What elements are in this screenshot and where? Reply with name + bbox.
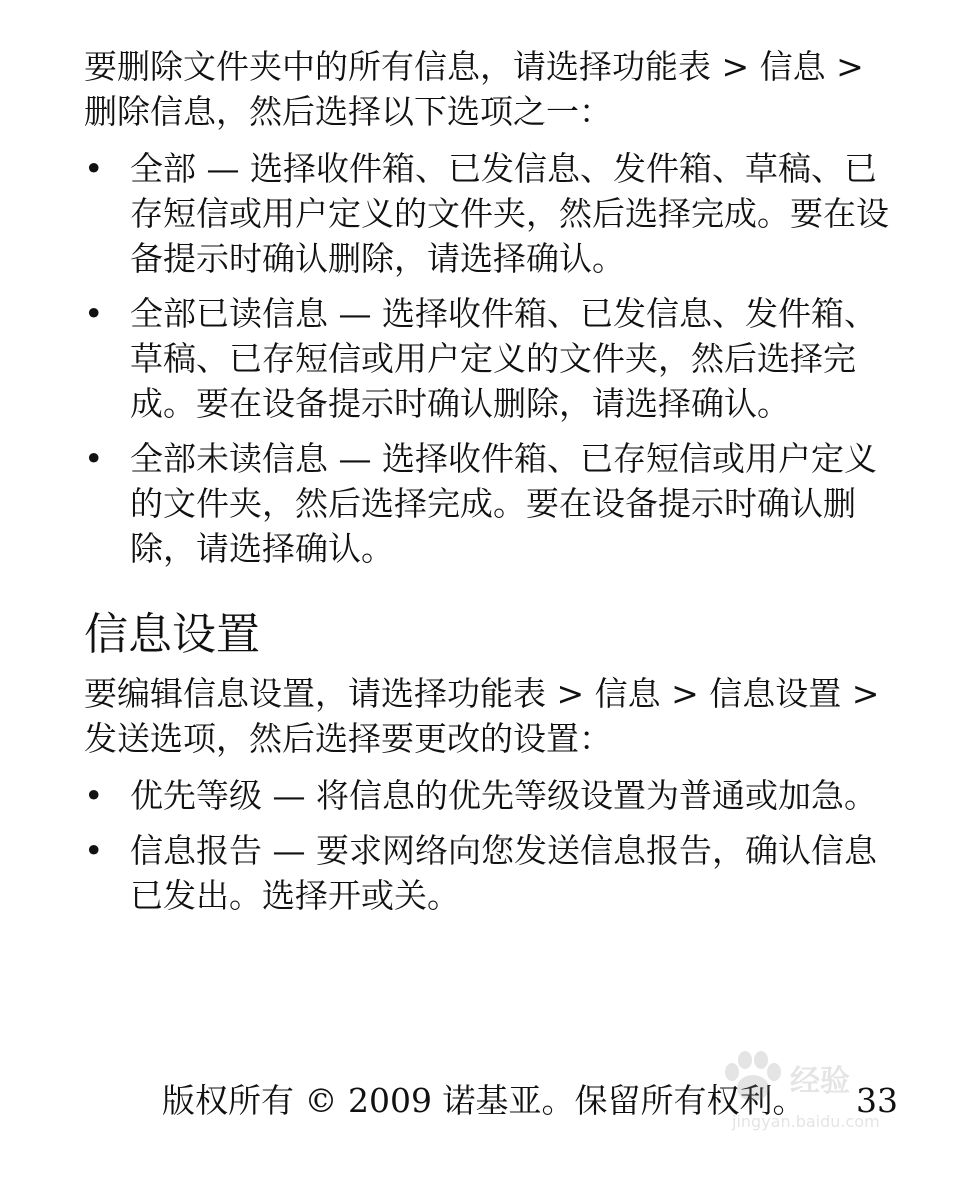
list-item xyxy=(84,436,894,571)
option-term: 普通 xyxy=(678,776,745,815)
watermark xyxy=(712,1038,912,1148)
option-text: 。 xyxy=(592,239,625,278)
page-content xyxy=(84,44,894,928)
option-text: — 选择 xyxy=(328,294,448,333)
option-term: 已存短信 xyxy=(130,149,877,233)
menu-path-item: 信息 xyxy=(594,674,661,713)
list-item xyxy=(84,773,894,818)
option-term: 开 xyxy=(328,876,361,915)
option-text: 、 xyxy=(810,149,844,188)
option-text: 、 xyxy=(196,339,229,378)
option-text: — 要求网络向您发送信息报告，确认信息已发出。选择 xyxy=(130,831,877,915)
menu-path-item: 删除信息 xyxy=(84,92,216,131)
intro-text: ，然后选择以下选项之一： xyxy=(216,92,612,131)
option-text: 、 xyxy=(579,149,613,188)
option-term: 确认 xyxy=(295,529,361,568)
intro-paragraph-delete xyxy=(84,44,894,134)
menu-path-item: 信息 xyxy=(759,47,826,86)
option-term: 关 xyxy=(394,876,427,915)
path-separator: > xyxy=(841,674,880,713)
option-term: 已存短信 xyxy=(579,439,712,478)
intro-text: 要删除文件夹中的所有信息，请选择 xyxy=(84,47,612,86)
bullet-icon: • xyxy=(84,294,104,333)
path-separator: > xyxy=(660,674,710,713)
send-options-list xyxy=(84,773,894,918)
path-separator: > xyxy=(546,674,595,713)
option-term: 收件箱 xyxy=(447,439,547,478)
option-term: 完成 xyxy=(427,484,493,523)
option-text: 或 xyxy=(361,876,394,915)
menu-path-item: 功能表 xyxy=(612,47,711,86)
option-text: 、 xyxy=(546,294,580,333)
option-text: 。要在设备提示时确认删除，请选择 xyxy=(130,484,856,568)
menu-path-item: 信息设置 xyxy=(709,674,842,713)
option-term: 完成 xyxy=(691,194,757,233)
option-term: 发件箱 xyxy=(744,294,844,333)
paw-icon xyxy=(718,1048,788,1108)
option-text: — 选择 xyxy=(328,439,448,478)
section-heading: 信息设置 xyxy=(84,609,260,660)
option-text: 或用户定义的文件夹，然后选择 xyxy=(229,194,691,233)
option-term: 发件箱 xyxy=(612,149,712,188)
watermark-url: jingyan.baidu.com xyxy=(732,1112,880,1131)
option-term: 全部未读信息 xyxy=(130,439,328,478)
option-text: 、 xyxy=(711,149,745,188)
option-text: 或用户定义的文件夹，然后选择 xyxy=(361,339,823,378)
bullet-icon: • xyxy=(84,776,104,815)
option-text: 。 xyxy=(757,384,790,423)
option-term: 全部已读信息 xyxy=(130,294,328,333)
option-text: 或用户定义的文件夹，然后选择 xyxy=(130,439,877,523)
option-term: 草稿 xyxy=(130,339,196,378)
intro-text: ，然后选择要更改的设置： xyxy=(216,719,612,758)
option-term: 加急 xyxy=(777,776,844,815)
option-term: 草稿 xyxy=(744,149,811,188)
option-text: 。 xyxy=(427,876,460,915)
option-term: 已存短信 xyxy=(229,339,361,378)
option-term: 已发信息 xyxy=(579,294,712,333)
menu-path-item: 发送选项 xyxy=(84,719,216,758)
bullet-icon: • xyxy=(84,439,104,478)
list-item xyxy=(84,146,894,281)
option-text: — 选择 xyxy=(196,149,316,188)
option-text: 。 xyxy=(361,529,394,568)
intro-paragraph-settings xyxy=(84,671,894,761)
option-text: 、 xyxy=(711,294,745,333)
option-text: 、 xyxy=(843,294,877,333)
option-text: 。 xyxy=(843,776,877,815)
option-term: 收件箱 xyxy=(447,294,547,333)
option-term: 优先等级 xyxy=(130,776,262,815)
list-item xyxy=(84,828,894,918)
option-text: 或 xyxy=(744,776,778,815)
option-text: 。要在设备提示时确认删除，请选择 xyxy=(163,384,691,423)
path-separator: > xyxy=(711,47,760,86)
option-text: 、 xyxy=(414,149,448,188)
option-text: — 将信息的优先等级设置为 xyxy=(262,776,679,815)
option-text: 、 xyxy=(546,439,580,478)
option-term: 已发信息 xyxy=(447,149,580,188)
menu-path-item: 功能表 xyxy=(447,674,546,713)
intro-text: 要编辑信息设置，请选择 xyxy=(84,674,447,713)
option-term: 收件箱 xyxy=(315,149,415,188)
option-term: 全部 xyxy=(130,149,196,188)
list-item xyxy=(84,291,894,426)
option-term: 信息报告 xyxy=(130,831,262,870)
bullet-icon: • xyxy=(84,831,104,870)
page-number: 33 xyxy=(856,1081,898,1120)
option-term: 确认 xyxy=(691,384,757,423)
option-term: 完成 xyxy=(130,339,856,423)
delete-options-list xyxy=(84,146,894,571)
watermark-brand: 经验 xyxy=(790,1064,850,1099)
path-separator: > xyxy=(825,47,864,86)
bullet-icon: • xyxy=(84,149,104,188)
copyright-footer: 版权所有 © 2009 诺基亚。保留所有权利。 xyxy=(162,1081,806,1120)
option-term: 确认 xyxy=(526,239,592,278)
option-text: 。要在设备提示时确认删除，请选择 xyxy=(130,194,889,278)
